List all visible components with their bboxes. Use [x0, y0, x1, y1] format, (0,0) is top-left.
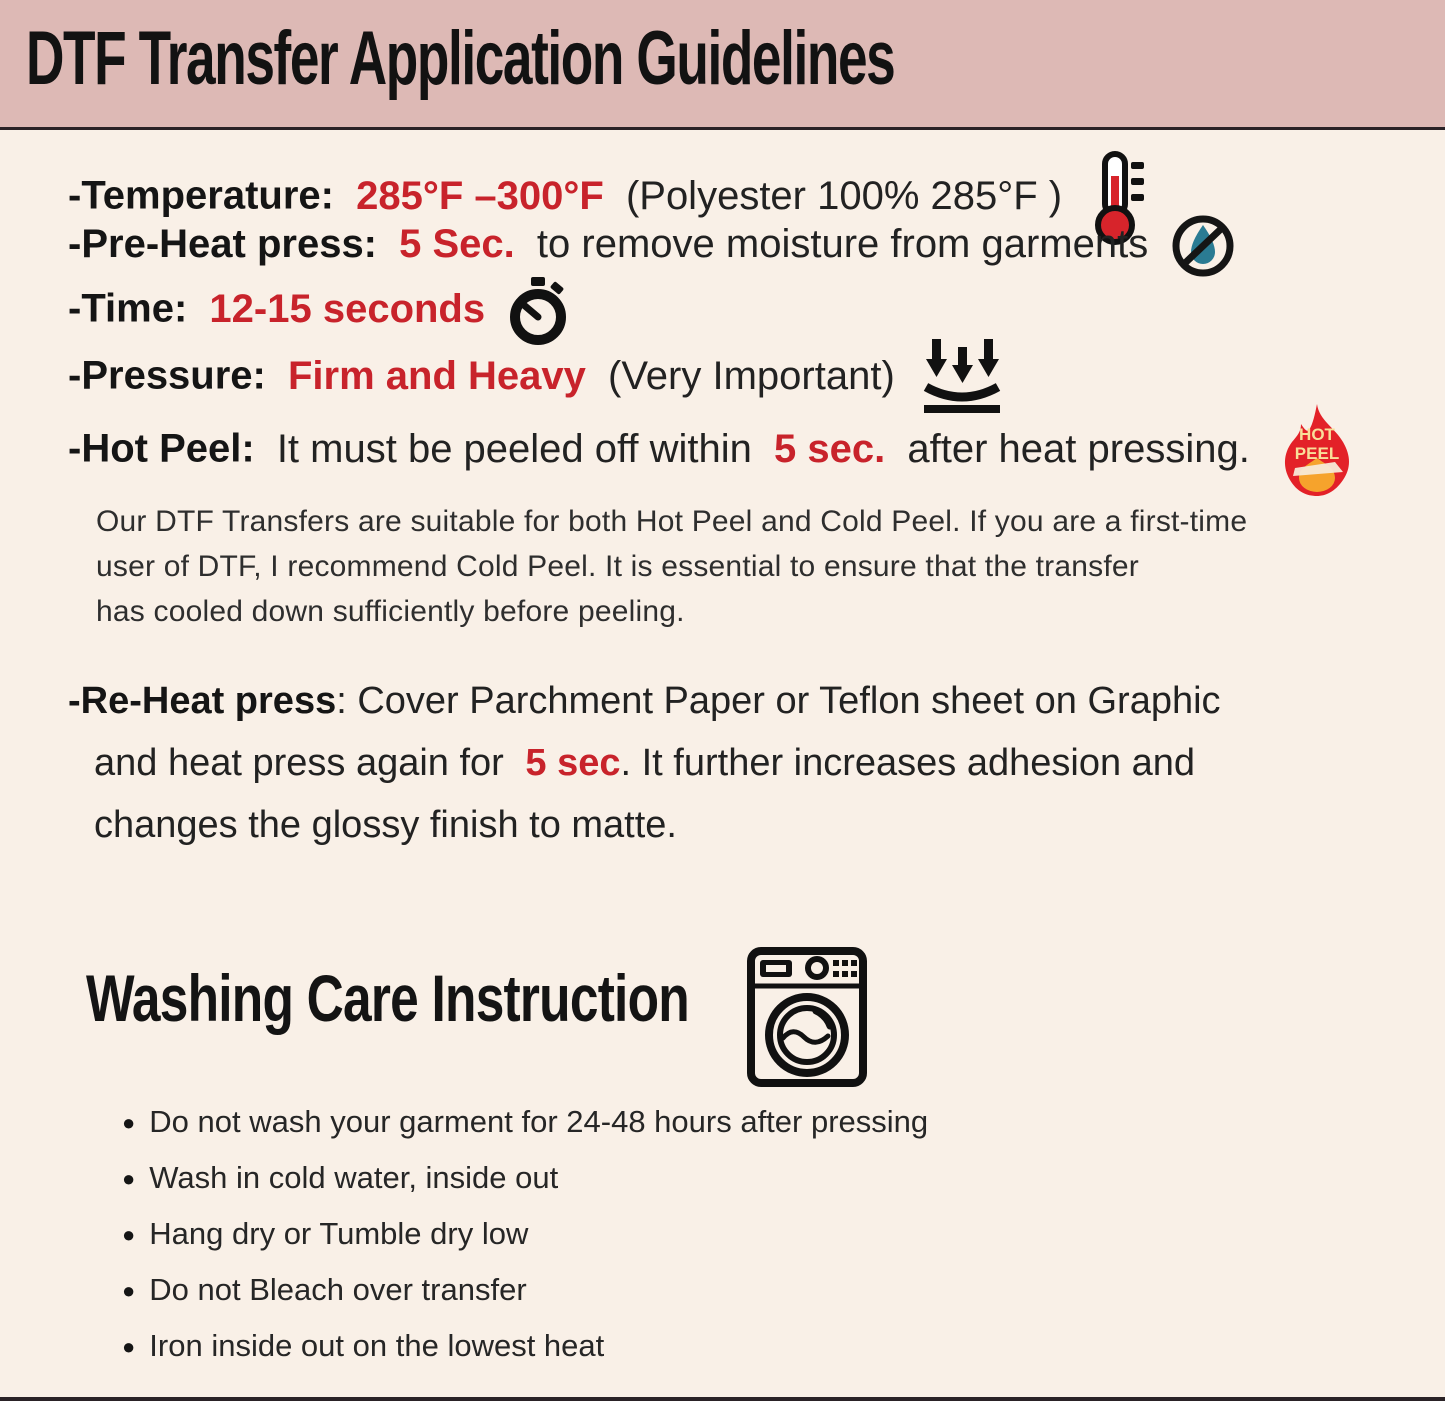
- washing-section-header: [86, 960, 1445, 1040]
- stopwatch-icon: [508, 276, 568, 346]
- rule-hotpeel-value: 5 sec.: [774, 426, 886, 471]
- peel-note-line: user of DTF, I recommend Cold Peel. It is essential to ensure that the transfer: [96, 550, 1139, 583]
- rule-pressure-note: (Very Important): [608, 353, 895, 398]
- rule-reheat-line2-pre: and heat press again for: [94, 742, 515, 784]
- washing-title: Washing Care Instruction: [86, 961, 689, 1035]
- rule-temperature-value: 285°F –300°F: [356, 173, 604, 218]
- hot-peel-badge-line2: PEEL: [1294, 444, 1340, 463]
- rule-reheat-line2-post: . It further increases adhesion and: [620, 742, 1196, 784]
- rule-reheat-value: 5 sec: [525, 742, 621, 784]
- page-title: DTF Transfer Application Guidelines: [26, 16, 895, 101]
- rule-reheat-line1-rest: : Cover Parchment Paper or Teflon sheet on Graphic: [336, 680, 1221, 722]
- rule-hotpeel: [68, 402, 1445, 471]
- hot-peel-badge-line1: HOT: [1298, 425, 1335, 444]
- rule-pressure-label: -Pressure:: [68, 353, 266, 398]
- peel-note: [96, 499, 1445, 634]
- hot-peel-icon: [1273, 402, 1361, 500]
- rule-time: [68, 276, 1445, 339]
- rule-reheat-label: -Re-Heat press: [68, 680, 337, 722]
- no-moisture-icon: [1171, 214, 1235, 278]
- rule-hotpeel-label: -Hot Peel:: [68, 426, 255, 471]
- rule-temperature-note: (Polyester 100% 285°F ): [625, 173, 1063, 218]
- washing-instruction-item: ● Do not wash your garment for 24-48 hours after pressing: [122, 1094, 1445, 1150]
- washing-machine-icon: [746, 946, 868, 1088]
- washing-instruction-item: ● Hang dry or Tumble dry low: [122, 1206, 1445, 1262]
- rule-reheat-line3: changes the glossy finish to matte.: [94, 804, 677, 846]
- peel-note-line: has cooled down sufficiently before peeling.: [96, 595, 685, 628]
- header-bar: [0, 0, 1445, 130]
- rule-reheat-line1: [68, 670, 1445, 732]
- rule-preheat-label: -Pre-Heat press:: [68, 222, 378, 266]
- rule-time-value: 12-15 seconds: [209, 286, 486, 331]
- rule-pressure-value: Firm and Heavy: [288, 353, 586, 398]
- rule-preheat: [68, 213, 1445, 276]
- rule-reheat: [68, 670, 1445, 856]
- washing-instruction-item: ● Iron inside out on the lowest heat: [122, 1318, 1445, 1374]
- peel-note-line: Our DTF Transfers are suitable for both Hot Peel and Cold Peel. If you are a first-time: [96, 505, 1248, 538]
- washing-instruction-item: ● Do not Bleach over transfer: [122, 1262, 1445, 1318]
- rule-reheat-line2: [68, 732, 1445, 794]
- content-area: [0, 130, 1445, 1374]
- rule-hotpeel-post: after heat pressing.: [907, 426, 1250, 471]
- rule-time-label: -Time:: [68, 286, 188, 331]
- rule-temperature-label: -Temperature:: [68, 173, 334, 218]
- washing-instruction-item: ● Wash in cold water, inside out: [122, 1150, 1445, 1206]
- rule-pressure: [68, 339, 1445, 402]
- rule-preheat-note: to remove moisture from garments: [536, 222, 1149, 266]
- rule-preheat-value: 5 Sec.: [399, 222, 515, 266]
- rule-temperature: [68, 150, 1445, 218]
- rule-hotpeel-pre: It must be peeled off within: [276, 426, 752, 471]
- washing-instructions-list: [122, 1094, 1445, 1374]
